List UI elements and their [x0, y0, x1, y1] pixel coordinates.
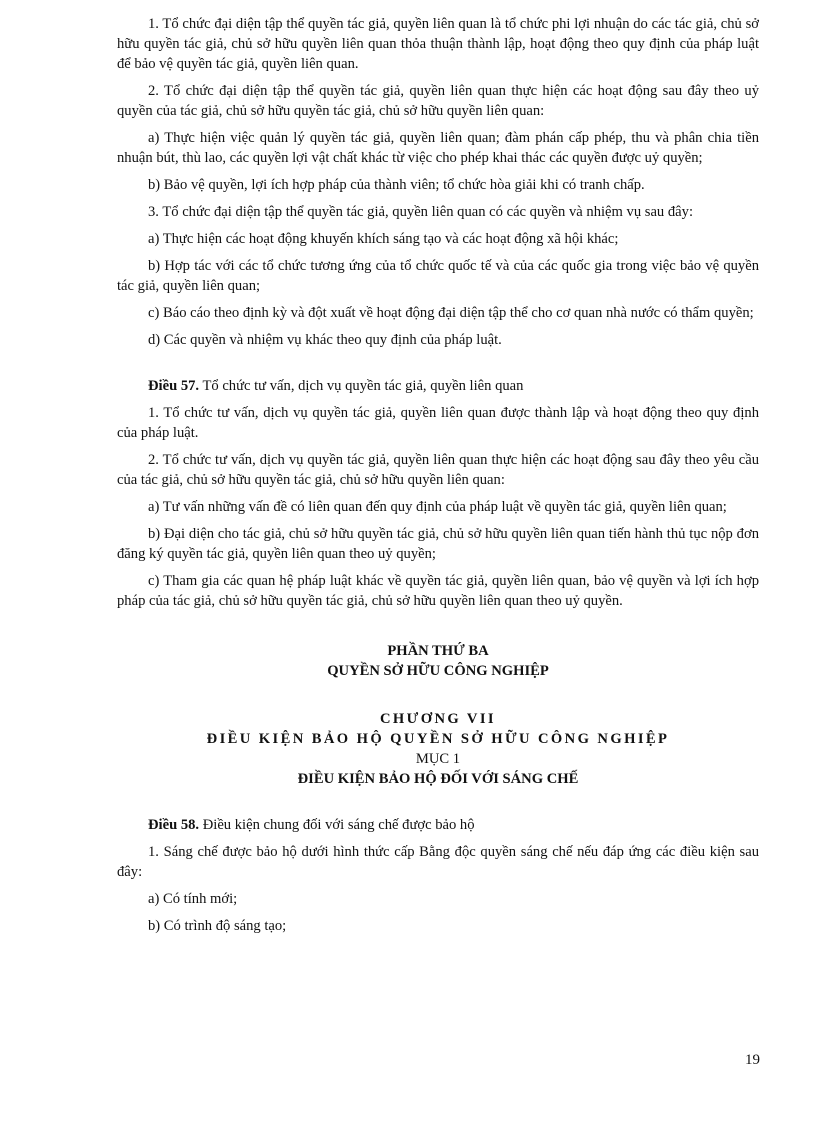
s56-paragraph-3: 3. Tổ chức đại diện tập thể quyền tác giả, quyền liên quan có các quyền và nhiệm vụ sau đây: — [148, 204, 693, 220]
part-heading — [117, 641, 759, 681]
article-57-title: Tổ chức tư vấn, dịch vụ quyền tác giả, quyền liên quan — [199, 378, 524, 394]
a57-paragraph-1: 1. Tổ chức tư vấn, dịch vụ quyền tác giả, quyền liên quan được thành lập và hoạt động theo quy định của pháp luật. — [117, 405, 759, 441]
chapter-line-1: CHƯƠNG VII — [379, 711, 497, 727]
section-label: MỤC 1 — [415, 751, 461, 767]
article-58-label: Điều 58. — [148, 817, 200, 833]
section-title: ĐIỀU KIỆN BẢO HỘ ĐỐI VỚI SÁNG CHẾ — [297, 771, 579, 787]
a58-paragraph-1b: b) Có trình độ sáng tạo; — [148, 918, 287, 934]
a57-paragraph-2: 2. Tổ chức tư vấn, dịch vụ quyền tác giả, quyền liên quan thực hiện các hoạt động sau đây theo yêu cầu của tác giả, chủ sở hữu quyền tác giả, chủ sở hữu quyền liên quan: — [117, 452, 759, 488]
a58-paragraph-1a: a) Có tính mới; — [148, 891, 238, 907]
s56-paragraph-2: 2. Tổ chức đại diện tập thể quyền tác giả, quyền liên quan thực hiện các hoạt động sau đây theo uỷ quyền của tác giả, chủ sở hữu quyền tác giả, chủ sở hữu quyền liên quan: — [117, 83, 759, 119]
article-58-heading — [117, 815, 759, 835]
s56-paragraph-3b: b) Hợp tác với các tổ chức tương ứng của tổ chức quốc tế và của các quốc gia trong việc bảo vệ quyền tác giả, quyền liên quan; — [117, 258, 759, 294]
s56-paragraph-2a: a) Thực hiện việc quản lý quyền tác giả, quyền liên quan; đàm phán cấp phép, thu và phân chia tiền nhuận bút, thù lao, các quyền lợi vật chất khác từ việc cho phép khai thác các quyền được uỷ quyền; — [117, 130, 759, 166]
chapter-heading — [117, 709, 759, 789]
s56-paragraph-3a: a) Thực hiện các hoạt động khuyến khích sáng tạo và các hoạt động xã hội khác; — [148, 231, 619, 247]
a57-paragraph-2b: b) Đại diện cho tác giả, chủ sở hữu quyền tác giả, chủ sở hữu quyền liên quan tiến hành thủ tục nộp đơn đăng ký quyền tác giả, quyền liên quan theo uỷ quyền; — [117, 526, 759, 562]
chapter-line-2: ĐIỀU KIỆN BẢO HỘ QUYỀN SỞ HỮU CÔNG NGHIỆP — [206, 731, 670, 747]
s56-paragraph-1: 1. Tổ chức đại diện tập thể quyền tác giả, quyền liên quan là tổ chức phi lợi nhuận do các tác giả, chủ sở hữu quyền tác giả, chủ sở hữu quyền liên quan thỏa thuận thành lập, hoạt động theo quy định của pháp luật để bảo vệ quyền tác giả, quyền liên quan. — [117, 16, 759, 72]
part-line-2: QUYỀN SỞ HỮU CÔNG NGHIỆP — [327, 663, 549, 679]
article-57-label: Điều 57. — [148, 378, 200, 394]
s56-paragraph-3d: d) Các quyền và nhiệm vụ khác theo quy định của pháp luật. — [148, 332, 502, 348]
article-58-title: Điều kiện chung đối với sáng chế được bảo hộ — [199, 817, 475, 833]
a57-paragraph-2c: c) Tham gia các quan hệ pháp luật khác về quyền tác giả, quyền liên quan, bảo vệ quyền và lợi ích hợp pháp của tác giả, chủ sở hữu quyền tác giả, chủ sở hữu quyền liên quan theo uỷ quyền. — [117, 573, 759, 609]
article-57-heading — [117, 376, 759, 396]
a57-paragraph-2a: a) Tư vấn những vấn đề có liên quan đến quy định của pháp luật về quyền tác giả, quyền liên quan; — [148, 499, 727, 515]
document-page — [117, 14, 759, 943]
part-line-1: PHẦN THỨ BA — [387, 643, 489, 659]
a58-paragraph-1: 1. Sáng chế được bảo hộ dưới hình thức cấp Bằng độc quyền sáng chế nếu đáp ứng các điều kiện sau đây: — [117, 844, 759, 880]
page-number: 19 — [745, 1052, 760, 1068]
s56-paragraph-3c: c) Báo cáo theo định kỳ và đột xuất về hoạt động đại diện tập thể cho cơ quan nhà nước có thẩm quyền; — [148, 305, 754, 321]
s56-paragraph-2b: b) Bảo vệ quyền, lợi ích hợp pháp của thành viên; tổ chức hòa giải khi có tranh chấp. — [148, 177, 645, 193]
